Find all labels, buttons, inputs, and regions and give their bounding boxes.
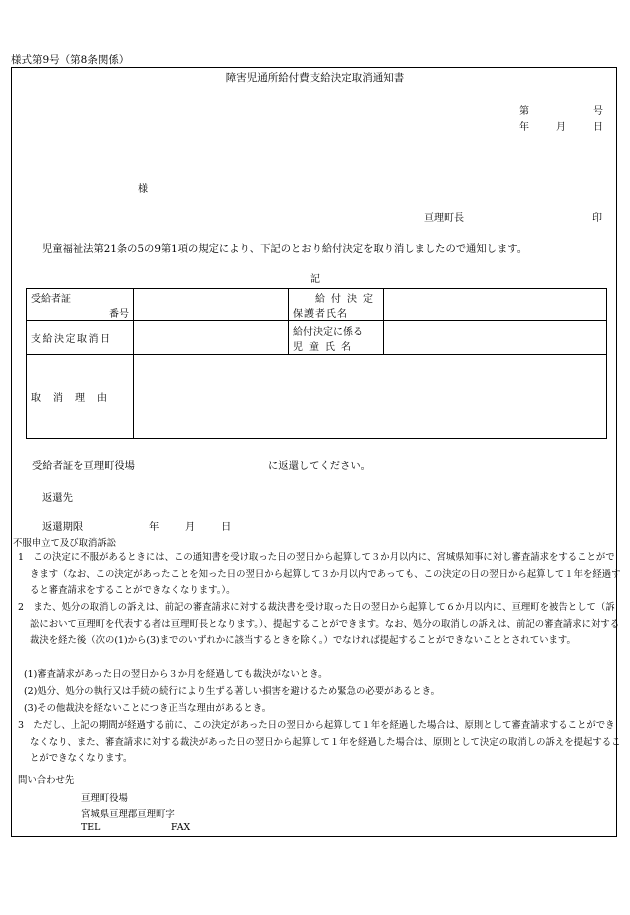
notice-table: [26, 288, 607, 439]
ki-label: 記: [310, 274, 320, 285]
contact-tel: TEL: [81, 822, 101, 833]
appeal-heading: 不服申立て及び取消訴訟: [13, 538, 117, 549]
deadline-day: 日: [221, 521, 232, 533]
reason-label: 取消理由: [27, 355, 134, 439]
deadline-month: 月: [185, 521, 196, 533]
appeal-item-1: 1 この決定に不服があるときには、この通知書を受け取った日の翌日から起算して３か月以内に、宮城県知事に対し審査請求をすることができます（なお、この決定があったことを知った日の翌日から起算して３か月以内であっても、この決定の日の翌日から起算して１年を経過すると審査請求をすることができなくなります。）。: [18, 552, 621, 597]
appeal-subitem-3: (3)その他裁決を経ないことにつき正当な理由があるとき。: [24, 703, 272, 714]
seal-mark: 印: [592, 213, 602, 224]
reason-field[interactable]: [134, 355, 607, 439]
number-suffix: 号: [593, 106, 603, 117]
cancel-date-label: 支給決定取消日: [27, 321, 134, 355]
issuer-name: 亘理町長: [424, 213, 464, 224]
contact-address: 宮城県亘理郡亘理町字: [81, 809, 175, 820]
body-text: 児童福祉法第21条の5の9第1項の規定により、下記のとおり給付決定を取り消しましたので通知します。: [42, 243, 527, 255]
contact-heading: 問い合わせ先: [18, 775, 75, 786]
date-month: 月: [556, 122, 566, 133]
cancel-date-field[interactable]: [134, 321, 289, 355]
child-name-field[interactable]: [384, 321, 607, 355]
form-label: 様式第9号（第8条関係）: [11, 54, 130, 66]
recipient-number-field[interactable]: [134, 289, 289, 321]
contact-fax: FAX: [171, 822, 191, 833]
date-year: 年: [519, 122, 529, 133]
return-line-part2: に返還してください。: [268, 460, 371, 472]
return-to-label: 返還先: [42, 492, 73, 504]
child-name-label: 給付決定に係る 児童氏名: [289, 321, 384, 355]
appeal-item-2: 2 また、処分の取消しの訴えは、前記の審査請求に対する裁決書を受け取った日の翌日から起算して６か月以内に、亘理町を被告として（訴訟において亘理町を代表する者は亘理町長となります。）、提起することができます。なお、処分の取消しの訴えは、前記の審査請求に対する裁決を経た後（次の(1)から(3)までのいずれかに該当するときを除く。）でなければ提起することができないこととされています。: [18, 602, 620, 647]
appeal-subitem-1: (1)審査請求があった日の翌日から３か月を経過しても裁決がないとき。: [24, 669, 328, 680]
date-day: 日: [593, 122, 603, 133]
deadline-label: 返還期限: [42, 521, 84, 533]
addressee-suffix: 様: [138, 184, 148, 195]
appeal-subitem-2: (2)処分、処分の執行又は手続の続行により生ずる著しい損害を避けるため緊急の必要があるとき。: [24, 686, 441, 697]
number-prefix: 第: [519, 106, 529, 117]
recipient-number-label: 受給者証 番号: [27, 289, 134, 321]
document-title: 障害児通所給付費支給決定取消通知書: [225, 72, 405, 84]
guardian-name-label: 給付決定 保護者氏名: [289, 289, 384, 321]
contact-office: 亘理町役場: [81, 793, 128, 804]
deadline-year: 年: [149, 521, 160, 533]
guardian-name-field[interactable]: [384, 289, 607, 321]
return-line-part1: 受給者証を亘理町役場: [32, 460, 135, 472]
appeal-item-3: 3 ただし、上記の期間が経過する前に、この決定があった日の翌日から起算して１年を経過した場合は、原則として審査請求することができなくなり、また、審査請求に対する裁決があった日の翌日から起算して１年を経過した場合は、原則として決定の取消しの訴えを提起することができなくなります。: [18, 720, 621, 765]
